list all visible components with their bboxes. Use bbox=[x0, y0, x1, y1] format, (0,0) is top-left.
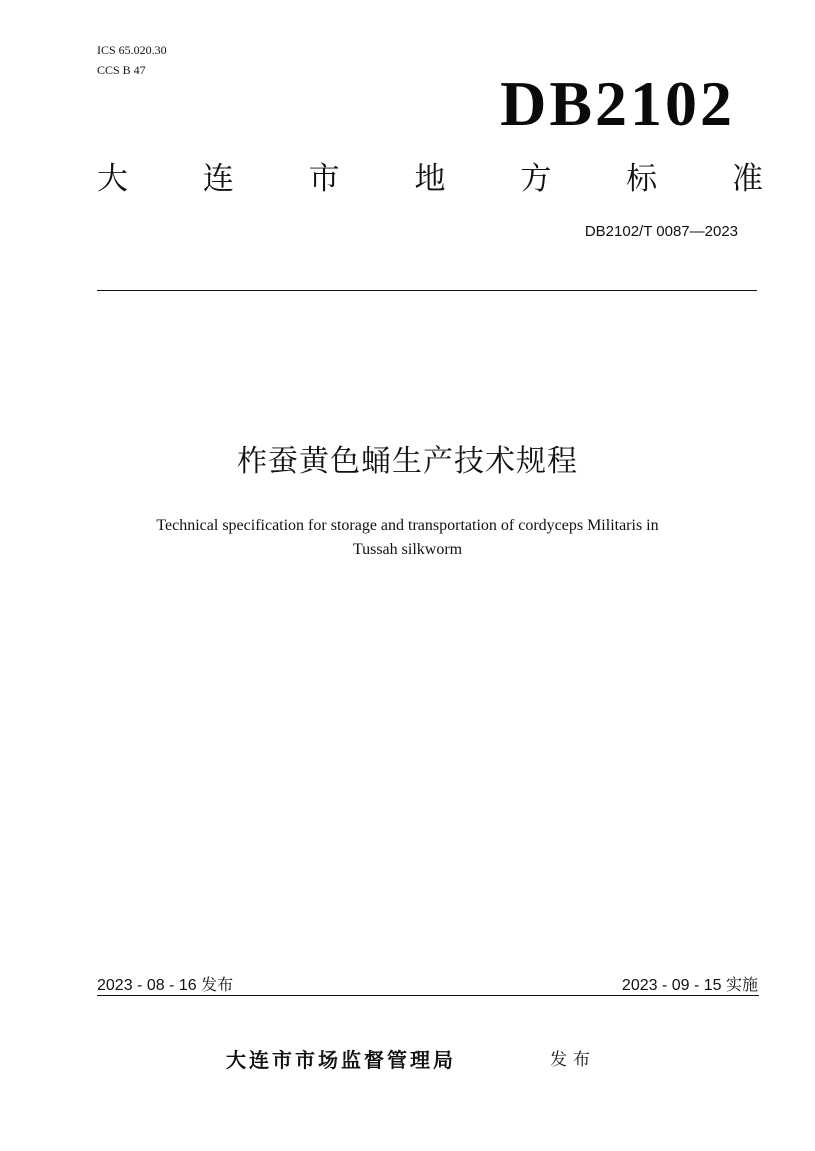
document-title-en-line: Tussah silkworm bbox=[352, 541, 463, 558]
ics-code: ICS 65.020.30 bbox=[97, 43, 167, 57]
standard-type-char: 大 bbox=[97, 161, 128, 197]
ccs-code: CCS B 47 bbox=[97, 63, 146, 77]
standard-type bbox=[97, 157, 763, 201]
standard-logo: DB2102 bbox=[500, 68, 735, 139]
standard-type-char: 连 bbox=[202, 161, 234, 197]
document-title-en bbox=[80, 514, 735, 562]
standard-type-char: 地 bbox=[414, 161, 446, 197]
publisher-name: 大连市市场监督管理局 bbox=[226, 1048, 456, 1072]
standard-number: DB2102/T 0087—2023 bbox=[584, 223, 738, 240]
standard-type-char: 方 bbox=[520, 161, 552, 197]
header-divider bbox=[97, 290, 757, 291]
document-title-zh: 柞蚕黄色蛹生产技术规程 bbox=[237, 444, 578, 479]
standard-type-char: 准 bbox=[731, 161, 763, 197]
standard-type-char: 标 bbox=[626, 161, 658, 197]
issue-date: 2023 - 08 - 16 发布 bbox=[97, 977, 234, 994]
document-title-en-line: Technical specification for storage and transportation of cordyceps Militaris in bbox=[156, 517, 659, 534]
publish-label: 发布 bbox=[550, 1050, 596, 1070]
standard-type-char: 市 bbox=[308, 161, 340, 197]
implementation-date: 2023 - 09 - 15 实施 bbox=[621, 977, 758, 994]
footer-divider bbox=[97, 995, 759, 996]
